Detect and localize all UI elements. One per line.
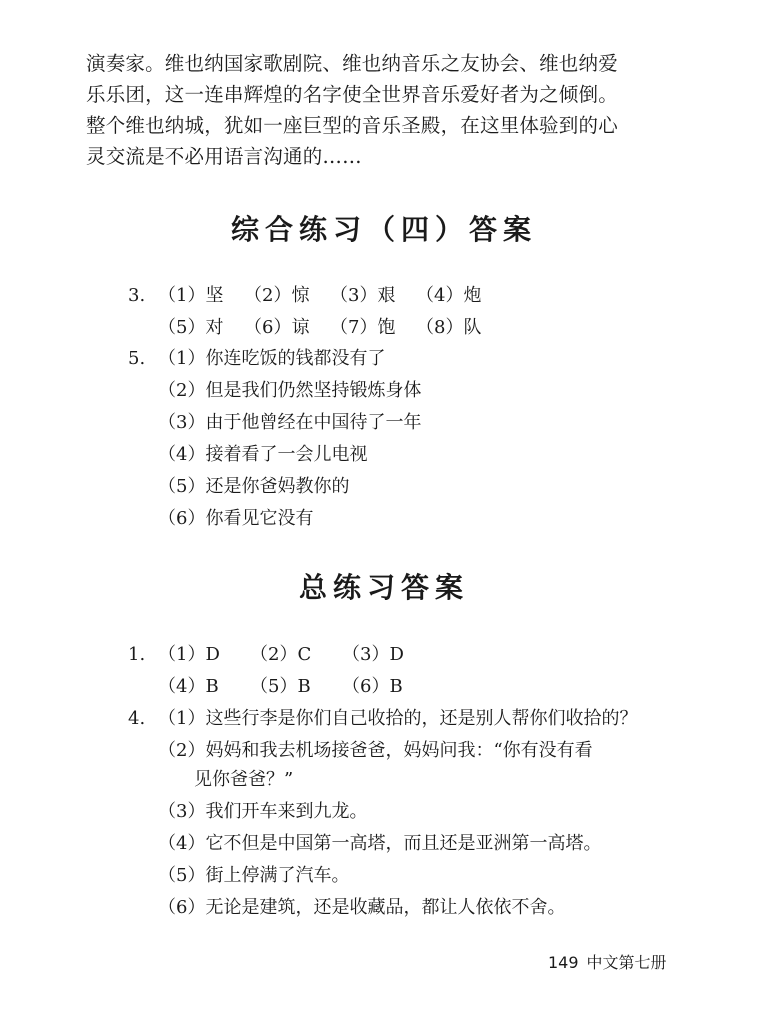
- answer-item: （2）妈妈和我去机场接爸爸，妈妈问我：“你有没有看: [158, 740, 593, 761]
- answer-cell: （5）对: [158, 317, 224, 338]
- answer-item: （6）你看见它没有: [158, 508, 314, 529]
- answer-row: [158, 442, 367, 468]
- answer-cell: （1）坚: [158, 285, 224, 306]
- answer-item: （1）你连吃饭的钱都没有了: [158, 348, 386, 369]
- answer-row: [128, 706, 637, 732]
- answer-cell: （2）惊: [244, 285, 310, 306]
- answer-row: [158, 674, 403, 700]
- page-footer: [548, 950, 667, 973]
- question-number: 1.: [128, 644, 146, 665]
- paragraph-line: 整个维也纳城，犹如一座巨型的音乐圣殿，在这里体验到的心: [86, 114, 618, 137]
- paragraph-line: 灵交流是不必用语言沟通的……: [86, 145, 362, 168]
- section2-title: 总练习答案: [298, 571, 469, 604]
- answer-row: [158, 738, 593, 764]
- answer-cell: （6）B: [342, 676, 403, 697]
- answer-cell: （3）D: [342, 644, 404, 665]
- page-number: 149: [548, 953, 579, 972]
- answer-item: （1）这些行李是你们自己收拾的，还是别人帮你们收拾的？: [158, 708, 638, 729]
- answer-item: （2）但是我们仍然坚持锻炼身体: [158, 380, 422, 401]
- answer-row-continuation: [194, 767, 293, 793]
- intro-paragraph: [86, 48, 686, 172]
- answer-row: [158, 410, 421, 436]
- question-number: 4.: [128, 708, 146, 729]
- answer-item: 见你爸爸？”: [194, 769, 294, 790]
- answer-row: [128, 283, 481, 309]
- answer-cell: （2）C: [250, 644, 312, 665]
- answer-row: [158, 474, 349, 500]
- answer-row: [158, 506, 313, 532]
- book-title: 中文第七册: [586, 953, 667, 972]
- answer-row: [158, 315, 481, 341]
- question-number: 3.: [128, 285, 146, 306]
- answer-item: （3）我们开车来到九龙。: [158, 801, 368, 822]
- answer-item: （4）接着看了一会儿电视: [158, 444, 368, 465]
- answer-row: [128, 642, 404, 668]
- paragraph-line: 演奏家。维也纳国家歌剧院、维也纳音乐之友协会、维也纳爱: [86, 52, 618, 75]
- answer-cell: （5）B: [250, 676, 311, 697]
- answer-item: （6）无论是建筑，还是收藏品，都让人依依不舍。: [158, 897, 566, 918]
- answer-row: [158, 799, 367, 825]
- answer-row: [158, 863, 349, 889]
- question-number: 5.: [128, 348, 146, 369]
- answer-cell: （8）队: [416, 317, 482, 338]
- answer-cell: （6）谅: [244, 317, 310, 338]
- answer-item: （4）它不但是中国第一高塔，而且还是亚洲第一高塔。: [158, 833, 602, 854]
- answer-cell: （3）艰: [330, 285, 396, 306]
- answer-row: [128, 346, 385, 372]
- answer-cell: （1）D: [158, 644, 220, 665]
- answer-row: [158, 895, 565, 921]
- answer-item: （5）街上停满了汽车。: [158, 865, 350, 886]
- paragraph-line: 乐乐团，这一连串辉煌的名字使全世界音乐爱好者为之倾倒。: [86, 83, 618, 106]
- answer-cell: （7）饱: [330, 317, 396, 338]
- answer-cell: （4）炮: [416, 285, 482, 306]
- answer-cell: （4）B: [158, 676, 219, 697]
- answer-item: （5）还是你爸妈教你的: [158, 476, 350, 497]
- answer-item: （3）由于他曾经在中国待了一年: [158, 412, 422, 433]
- answer-row: [158, 378, 421, 404]
- answer-row: [158, 831, 601, 857]
- section1-title: 综合练习（四）答案: [230, 213, 537, 246]
